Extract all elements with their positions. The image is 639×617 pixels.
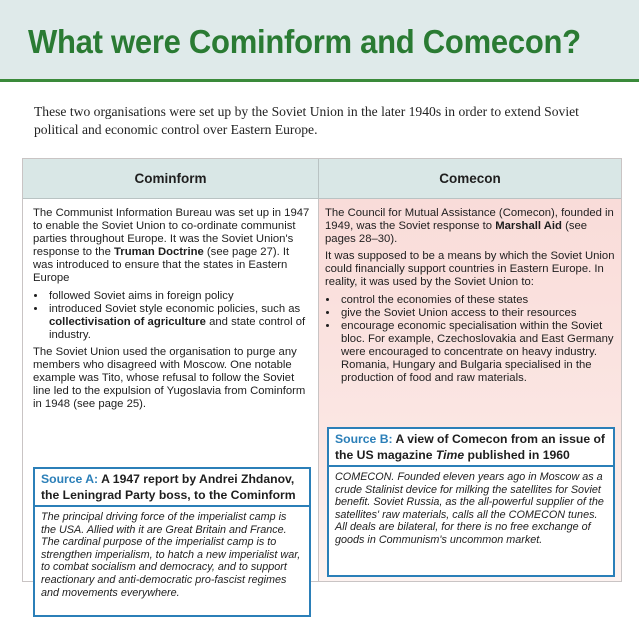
source-b-quote: COMECON. Founded eleven years ago in Moscow as a crude Stalinist device for milking the satellites for Soviet benefit. Soviet Russia, as the all-powerful supplier of the satellites' raw materials, calls all the COMECON tunes. All deals are bilateral, for there is no free exchange of goods in Communism's uncommon market. xyxy=(335,471,604,546)
comecon-bullet-list xyxy=(325,294,615,386)
marshall-aid-term: Marshall Aid xyxy=(495,220,562,233)
column-header-comecon: Comecon xyxy=(319,159,621,199)
cominform-text xyxy=(33,207,311,415)
cominform-bullet-list xyxy=(33,290,311,342)
comparison-table xyxy=(22,158,622,599)
header-band xyxy=(0,0,639,82)
cominform-paragraph-2: The Soviet Union used the organisation to purge any members who disagreed with Moscow. One notable example was Tito, whose refusal to follow the Soviet line led to the expulsion of Yugoslavia from Cominform in 1948 (see page 25). xyxy=(33,345,306,411)
source-a-label: Source A: xyxy=(41,472,99,486)
comecon-paragraph-1: The Council for Mutual Assistance (Comecon), founded in 1949, was the Soviet response to Marshall Aid (see pages 28–30). xyxy=(325,207,614,246)
page-title: What were Cominform and Comecon? xyxy=(28,23,581,60)
comecon-text xyxy=(325,207,615,389)
list-item: • control the economies of these states xyxy=(339,294,615,307)
comecon-paragraph-2: It was supposed to be a means by which the Soviet Union could financially support countries in Eastern Europe. In reality, it was used by the Soviet Union to: xyxy=(325,250,615,289)
list-item: • introduced Soviet style economic policies, such as collectivisation of agriculture and state control of industry. xyxy=(47,303,311,342)
source-a-title: Source A: A 1947 report by Andrei Zhdanov, the Leningrad Party boss, to the Cominform xyxy=(35,469,309,507)
source-b-box xyxy=(327,427,615,577)
column-header-cominform: Cominform xyxy=(23,159,319,199)
source-a-box xyxy=(33,467,311,617)
cominform-column xyxy=(23,199,319,599)
truman-doctrine-term: Truman Doctrine xyxy=(114,246,204,259)
source-a-quote: The principal driving force of the imperialist camp is the USA. Allied with it are Great Britain and France. The cardinal purpose of the imperialist camp is to strengthen imperialism, to hatch a new imperialist war, to combat socialism and democracy, and to support reactionary and anti-democratic pro-fascist regimes and movements everywhere. xyxy=(41,511,301,599)
list-item: • followed Soviet aims in foreign policy xyxy=(47,290,311,303)
list-item: • encourage economic specialisation within the Soviet bloc. For example, Czechoslovakia and East Germany were encouraged to concentrate on heavy industry. Romania, Hungary and Bulgaria specialised in the production of food and raw materials. xyxy=(339,320,615,385)
list-item: • give the Soviet Union access to their resources xyxy=(339,307,615,320)
intro-paragraph: These two organisations were set up by the Soviet Union in the later 1940s in order to extend Soviet political and economic control over Eastern Europe. xyxy=(34,104,579,137)
cominform-paragraph-1: The Communist Information Bureau was set up in 1947 to enable the Soviet Union to co-ordinate communist parties throughout Europe. It was the Soviet Union's response to the Truman Doctrine (see page 27). It was introduced to ensure that the states in Eastern Europe xyxy=(33,207,310,285)
collectivisation-term: collectivisation of agriculture xyxy=(49,315,206,328)
source-b-label: Source B: xyxy=(335,432,393,446)
source-b-title: Source B: A view of Comecon from an issue of the US magazine Time published in 1960 xyxy=(329,429,613,467)
